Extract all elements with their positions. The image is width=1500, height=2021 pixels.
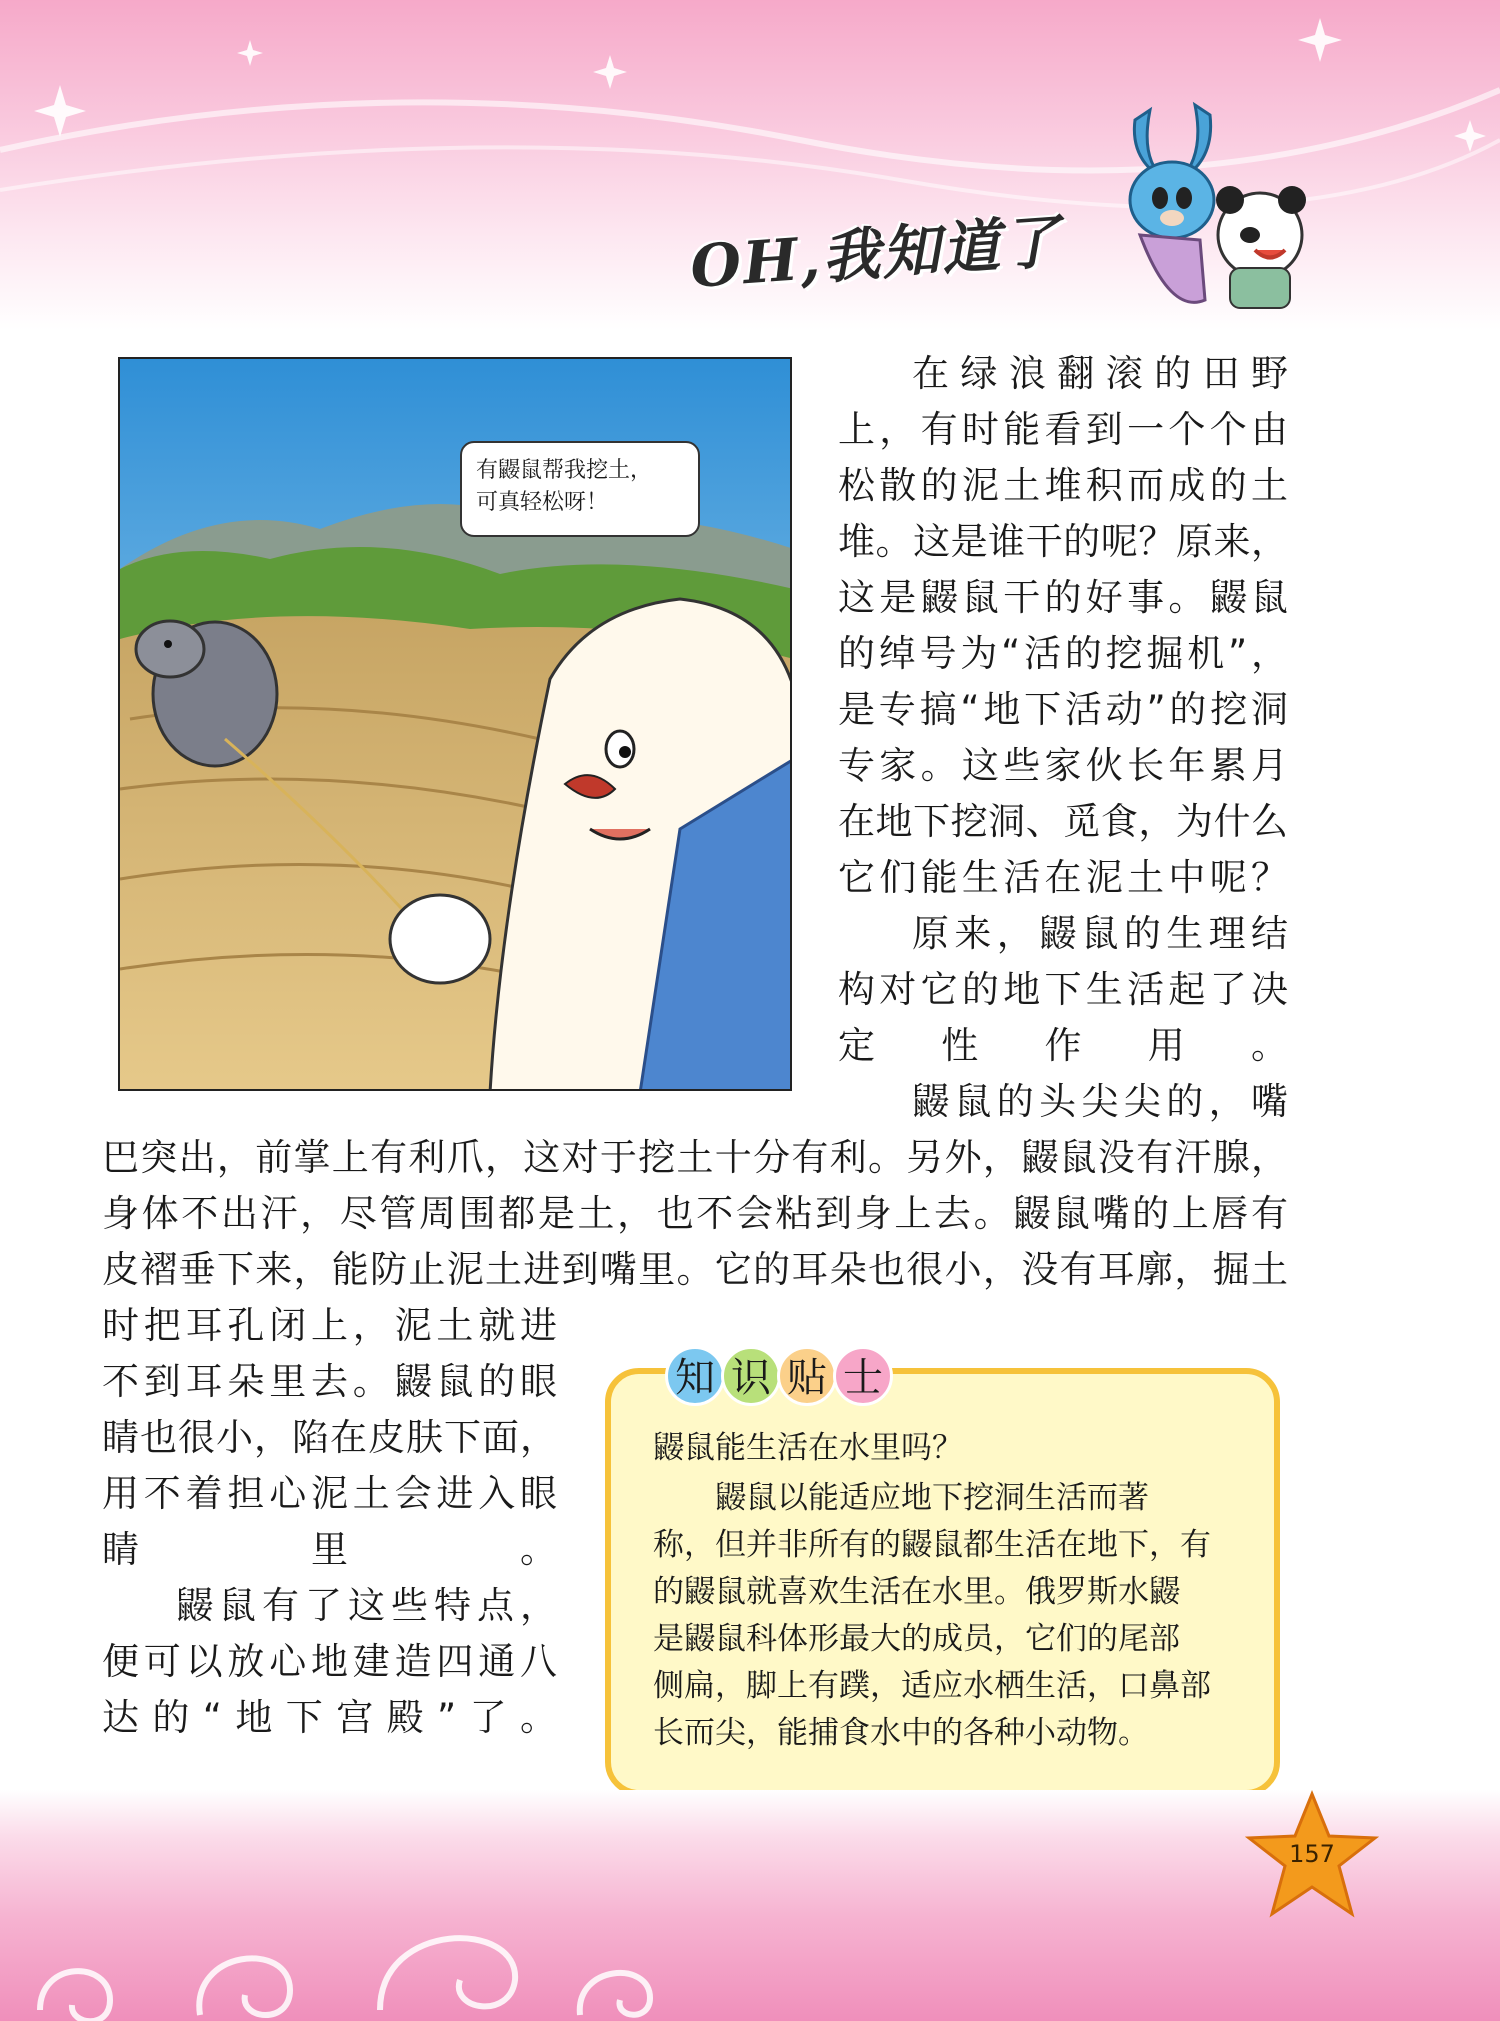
article-paragraph-3-wide bbox=[102, 1130, 1288, 1298]
text-line: 上，有时能看到一个个由 bbox=[838, 408, 1288, 451]
text-line: 不到耳朵里去。鼹鼠的眼 bbox=[102, 1360, 557, 1403]
article-paragraph-2 bbox=[838, 906, 1288, 1074]
text-line: 鼹鼠有了这些特点， bbox=[176, 1584, 557, 1627]
tip-line: 侧扁，脚上有蹼，适应水栖生活，口鼻部 bbox=[653, 1668, 1211, 1704]
article-paragraph-4 bbox=[102, 1578, 557, 1746]
tip-text bbox=[653, 1475, 1248, 1757]
text-line: 时把耳孔闭上，泥土就进 bbox=[102, 1304, 557, 1347]
text-line: 睛也很小，陷在皮肤下面， bbox=[102, 1416, 557, 1459]
speech-line: 有鼹鼠帮我挖土， bbox=[476, 458, 653, 483]
tip-line: 长而尖，能捕食水中的各种小动物。 bbox=[653, 1715, 1149, 1751]
tip-title: 鼹鼠能生活在水里吗？ bbox=[653, 1430, 963, 1466]
speech-bubble bbox=[460, 441, 700, 537]
text-line: 身体不出汗，尽管周围都是土，也不会粘到身上去。鼹鼠嘴的上唇有 bbox=[102, 1192, 1288, 1235]
tip-badge: 贴 bbox=[777, 1346, 837, 1406]
text-line: 在绿浪翻滚的田野 bbox=[912, 352, 1288, 395]
tip-badge: 士 bbox=[833, 1346, 893, 1406]
tip-line: 鼹鼠以能适应地下挖洞生活而著 bbox=[715, 1480, 1149, 1516]
tip-line: 是鼹鼠科体形最大的成员，它们的尾部 bbox=[653, 1621, 1180, 1657]
text-line: 便可以放心地建造四通八 bbox=[102, 1640, 557, 1683]
text-line: 巴突出，前掌上有利爪，这对于挖土十分有利。另外，鼹鼠没有汗腺， bbox=[102, 1136, 1288, 1179]
text-line: 专家。这些家伙长年累月 bbox=[838, 744, 1288, 787]
cartoon-mascots-illustration bbox=[1110, 100, 1340, 315]
tip-line: 称，但并非所有的鼹鼠都生活在地下，有 bbox=[653, 1527, 1211, 1563]
text-line: 用不着担心泥土会进入眼 bbox=[102, 1472, 557, 1515]
swirl-decor bbox=[0, 1850, 760, 2021]
text-line: 鼹鼠的头尖尖的，嘴 bbox=[912, 1080, 1288, 1123]
tip-line: 的鼹鼠就喜欢生活在水里。俄罗斯水鼹 bbox=[653, 1574, 1180, 1610]
article-paragraph-3-narrow bbox=[102, 1298, 557, 1578]
article-paragraph-3-start bbox=[838, 1074, 1288, 1130]
tip-badge: 知 bbox=[665, 1346, 725, 1406]
comic-panel bbox=[118, 357, 792, 1091]
text-line: 堆。这是谁干的呢？原来， bbox=[838, 520, 1288, 563]
page-number: 157 bbox=[1289, 1840, 1335, 1868]
text-line: 是专搞“地下活动”的挖洞 bbox=[838, 688, 1288, 731]
text-line: 构对它的地下生活起了决 bbox=[838, 968, 1288, 1011]
text-line: 的绰号为“活的挖掘机”， bbox=[838, 632, 1288, 675]
text-line: 达的“地下宫殿”了。 bbox=[102, 1696, 557, 1739]
text-line: 它们能生活在泥土中呢？ bbox=[838, 856, 1288, 899]
text-line: 睛里。 bbox=[102, 1528, 557, 1571]
text-line: 定性作用。 bbox=[838, 1024, 1288, 1067]
text-line: 皮褶垂下来，能防止泥土进到嘴里。它的耳朵也很小，没有耳廓，掘土 bbox=[102, 1248, 1288, 1291]
tip-badge: 识 bbox=[721, 1346, 781, 1406]
speech-line: 可真轻松呀！ bbox=[476, 490, 609, 515]
article-paragraph-1 bbox=[838, 346, 1288, 906]
header-title: OH,我知道了 bbox=[688, 207, 1064, 301]
text-line: 原来，鼹鼠的生理结 bbox=[912, 912, 1288, 955]
text-line: 在地下挖洞、觅食，为什么 bbox=[838, 800, 1288, 843]
text-line: 这是鼹鼠干的好事。鼹鼠 bbox=[838, 576, 1288, 619]
text-line: 松散的泥土堆积而成的土 bbox=[838, 464, 1288, 507]
knowledge-tip-badges bbox=[665, 1346, 915, 1412]
